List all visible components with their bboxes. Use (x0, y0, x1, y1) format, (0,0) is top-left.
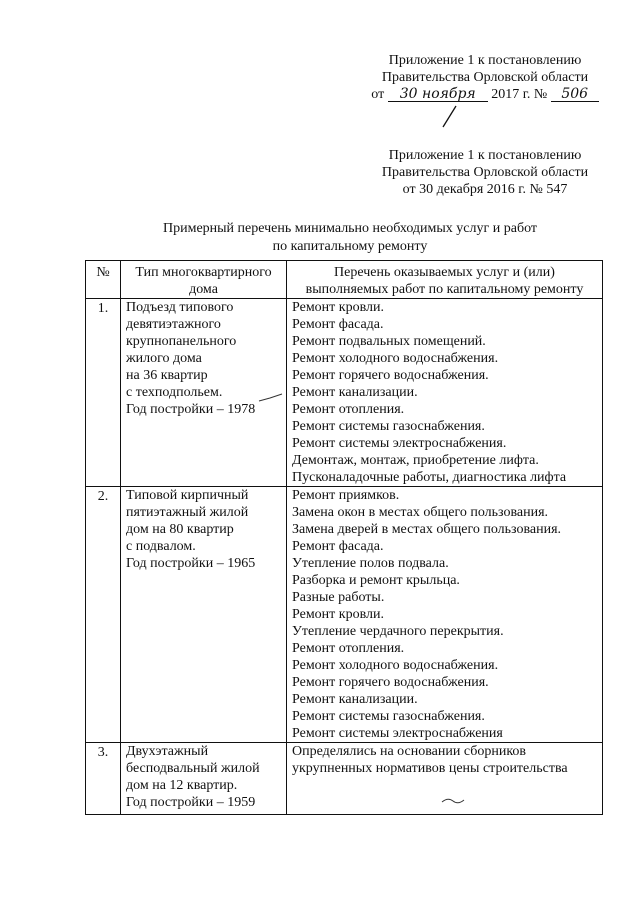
row-services (287, 487, 603, 743)
building-type-line: пятиэтажный жилой (126, 505, 249, 520)
service-item: Ремонт холодного водоснабжения. (292, 658, 499, 673)
service-item: Замена окон в местах общего пользования. (292, 505, 549, 520)
service-item: Утепление полов подвала. (292, 556, 449, 571)
service-item: Разборка и ремонт крыльца. (292, 573, 460, 588)
title-line2: по капитальному ремонту (272, 239, 428, 254)
table-row (86, 299, 603, 487)
service-item: Ремонт канализации. (292, 692, 418, 707)
building-type-line: с техподпольем. (126, 385, 223, 400)
row-num: 3. (86, 743, 121, 815)
handwritten-date: 30 ноября (388, 87, 488, 102)
service-item: Ремонт подвальных помещений. (292, 334, 486, 349)
header-services: Перечень оказываемых услуг и (или) выполняемых работ по капитальному ремонту (287, 261, 603, 299)
appendix-new-date-line (330, 86, 640, 103)
service-item: Ремонт системы электроснабжения (292, 726, 503, 741)
building-type-line: Подъезд типового (126, 300, 234, 315)
appendix-new-header (330, 52, 640, 103)
building-type-line: Типовой кирпичный (126, 488, 249, 503)
building-type-line: на 36 квартир (126, 368, 208, 383)
building-type-line: дом на 80 квартир (126, 522, 234, 537)
service-item: Ремонт приямков. (292, 488, 400, 503)
service-item: Ремонт горячего водоснабжения. (292, 368, 489, 383)
service-item: Ремонт отопления. (292, 641, 405, 656)
services-table (85, 260, 603, 815)
appendix-new-line2: Правительства Орловской области (381, 70, 589, 85)
service-item: Определялись на основании сборников (292, 744, 527, 759)
service-item: Замена дверей в местах общего пользования. (292, 522, 562, 537)
row-building-type (121, 487, 287, 743)
service-item: Ремонт системы электроснабжения. (292, 436, 507, 451)
service-item: Демонтаж, монтаж, приобретение лифта. (292, 453, 539, 468)
row-services (287, 299, 603, 487)
service-item: Разные работы. (292, 590, 385, 605)
building-type-line: с подвалом. (126, 539, 196, 554)
building-type-line: крупнопанельного (126, 334, 237, 349)
service-item: Пусконаладочные работы, диагностика лифта (292, 470, 567, 485)
building-type-line: Год постройки – 1965 (126, 556, 256, 571)
appendix-old-line2: Правительства Орловской области (381, 165, 589, 180)
header-num: № (86, 261, 121, 299)
table-header-row (86, 261, 603, 299)
service-item: Ремонт системы газоснабжения. (292, 419, 485, 434)
appendix-old-header (330, 147, 640, 198)
service-item: укрупненных нормативов цены строительства (292, 761, 568, 776)
service-item: Ремонт канализации. (292, 385, 418, 400)
table-row (86, 487, 603, 743)
building-type-line: девятиэтажного (126, 317, 221, 332)
building-type-line: Двухэтажный (126, 744, 209, 759)
document-title (0, 220, 640, 256)
scan-pen-mark (258, 392, 284, 404)
row-num: 2. (86, 487, 121, 743)
header-type: Тип многоквартирного дома (121, 261, 287, 299)
service-item: Ремонт системы газоснабжения. (292, 709, 485, 724)
building-type-line: Год постройки – 1978 (126, 402, 256, 417)
row-num: 1. (86, 299, 121, 487)
appendix-old-line1: Приложение 1 к постановлению (388, 148, 582, 163)
appendix-new-line1: Приложение 1 к постановлению (388, 53, 582, 68)
handwritten-number: 506 (551, 87, 599, 102)
building-type-line: бесподвальный жилой (126, 761, 260, 776)
title-line1: Примерный перечень минимально необходимых услуг и работ (162, 221, 537, 236)
service-item: Ремонт фасада. (292, 317, 384, 332)
date-prefix: от (371, 87, 385, 102)
service-item: Ремонт фасада. (292, 539, 384, 554)
building-type-line: дом на 12 квартир. (126, 778, 238, 793)
table-row (86, 743, 603, 815)
building-type-line: Год постройки – 1959 (126, 795, 256, 810)
date-year: 2017 г. № (491, 87, 548, 102)
service-item: Ремонт холодного водоснабжения. (292, 351, 499, 366)
service-item: Ремонт отопления. (292, 402, 405, 417)
service-item: Ремонт горячего водоснабжения. (292, 675, 489, 690)
scan-tilde-mark (440, 797, 466, 805)
pen-stroke-mark (440, 104, 460, 130)
service-item: Ремонт кровли. (292, 607, 384, 622)
row-building-type (121, 743, 287, 815)
service-item: Утепление чердачного перекрытия. (292, 624, 504, 639)
appendix-old-line3: от 30 декабря 2016 г. № 547 (402, 182, 568, 197)
building-type-line: жилого дома (126, 351, 202, 366)
service-item: Ремонт кровли. (292, 300, 384, 315)
